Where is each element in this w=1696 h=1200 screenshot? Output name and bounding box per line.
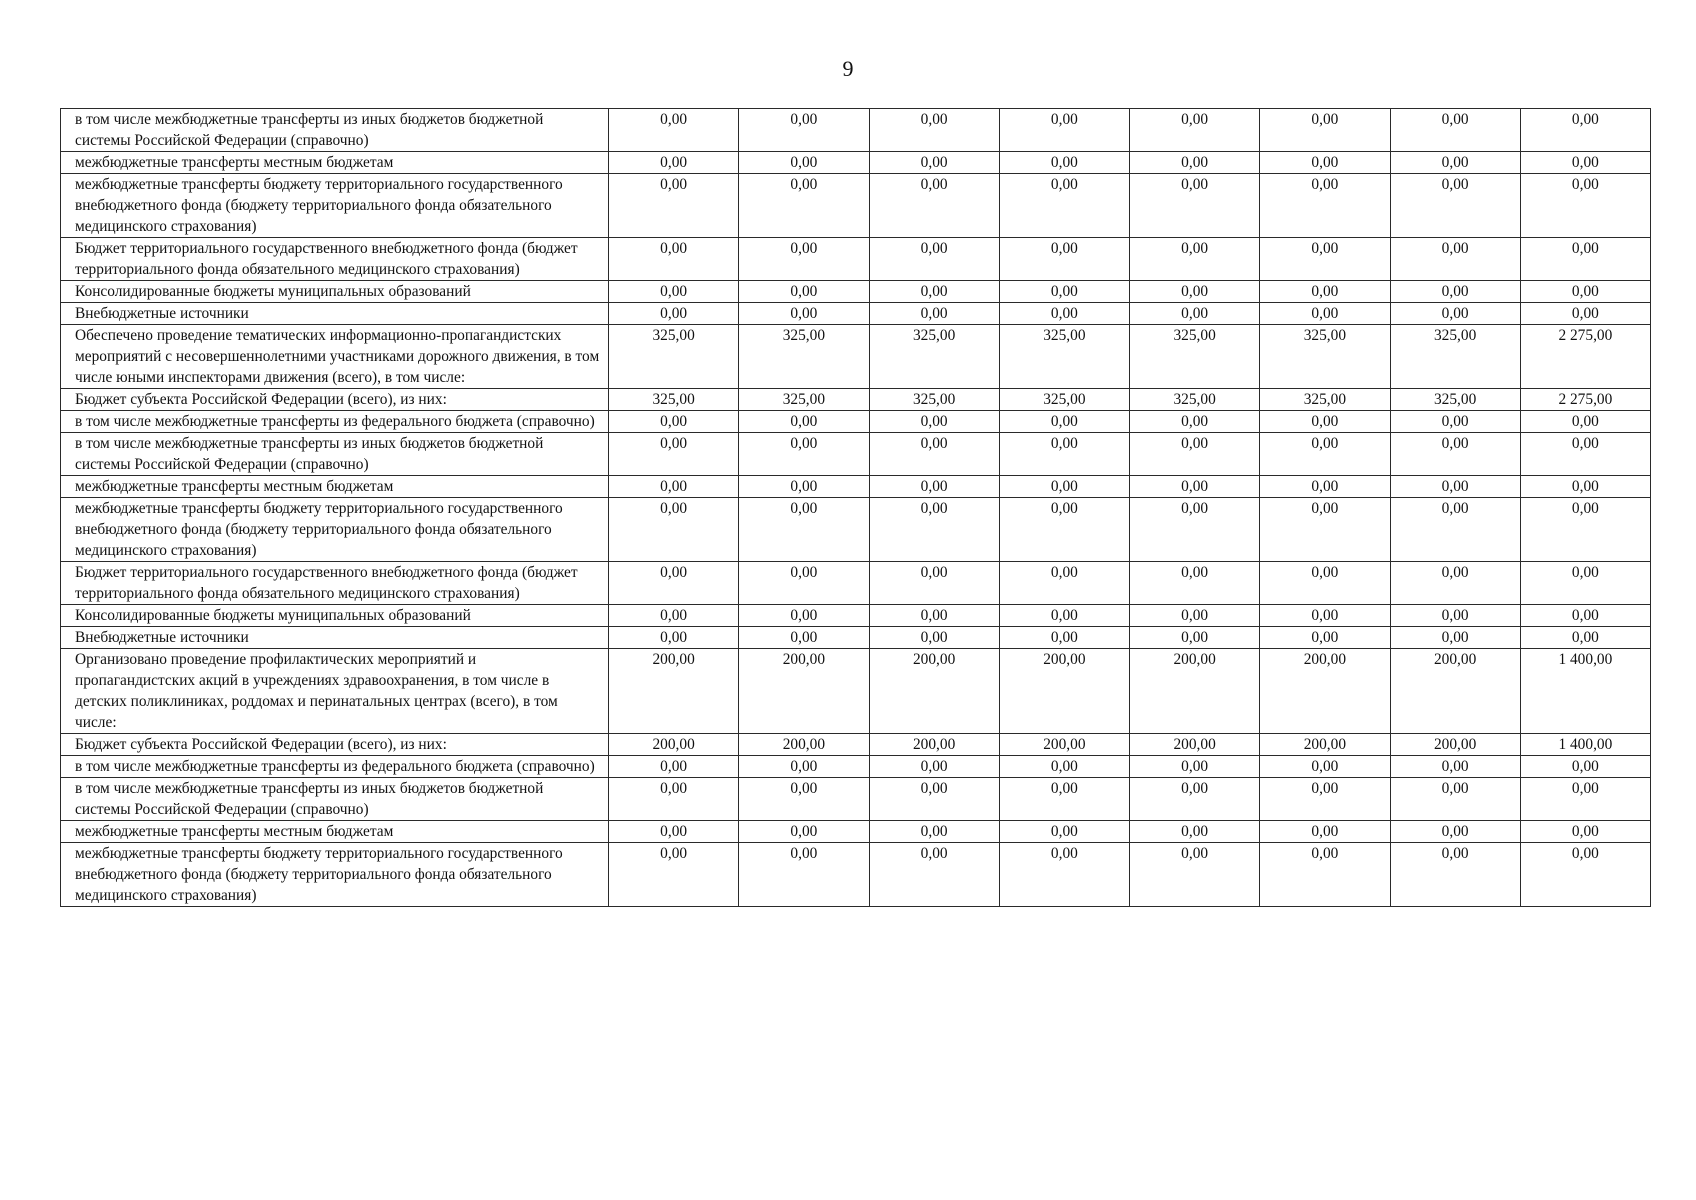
row-label: межбюджетные трансферты местным бюджетам [61, 821, 609, 843]
row-value: 0,00 [869, 562, 999, 605]
row-value: 0,00 [1390, 109, 1520, 152]
row-total-value: 0,00 [1520, 498, 1650, 562]
row-value: 0,00 [999, 433, 1129, 476]
row-value: 0,00 [999, 281, 1129, 303]
table-row [61, 433, 1651, 476]
row-label: межбюджетные трансферты местным бюджетам [61, 476, 609, 498]
row-label: Консолидированные бюджеты муниципальных образований [61, 605, 609, 627]
row-value: 0,00 [1130, 411, 1260, 433]
table-row [61, 152, 1651, 174]
row-value: 0,00 [869, 411, 999, 433]
row-value: 0,00 [1260, 756, 1390, 778]
row-value: 200,00 [1130, 734, 1260, 756]
row-value: 0,00 [609, 498, 739, 562]
row-label: межбюджетные трансферты бюджету территориального государственного внебюджетного фонда (бюджету территориального фонда обязательного медицинского страхования) [61, 843, 609, 907]
row-value: 200,00 [739, 649, 869, 734]
row-value: 0,00 [739, 756, 869, 778]
row-value: 0,00 [1260, 109, 1390, 152]
row-value: 0,00 [739, 627, 869, 649]
row-label: Внебюджетные источники [61, 627, 609, 649]
row-value: 0,00 [1390, 627, 1520, 649]
row-value: 325,00 [1260, 325, 1390, 389]
row-total-value: 0,00 [1520, 238, 1650, 281]
table-row [61, 821, 1651, 843]
row-total-value: 0,00 [1520, 778, 1650, 821]
row-value: 325,00 [1130, 389, 1260, 411]
row-value: 0,00 [739, 174, 869, 238]
row-value: 0,00 [609, 281, 739, 303]
row-value: 0,00 [999, 843, 1129, 907]
row-value: 0,00 [1390, 843, 1520, 907]
row-value: 0,00 [1390, 411, 1520, 433]
table-row [61, 562, 1651, 605]
row-value: 0,00 [609, 411, 739, 433]
row-total-value: 1 400,00 [1520, 649, 1650, 734]
row-label: межбюджетные трансферты бюджету территориального государственного внебюджетного фонда (бюджету территориального фонда обязательного медицинского страхования) [61, 498, 609, 562]
table-row [61, 325, 1651, 389]
row-value: 0,00 [999, 411, 1129, 433]
table-row [61, 389, 1651, 411]
row-value: 0,00 [739, 152, 869, 174]
row-value: 0,00 [1130, 605, 1260, 627]
row-value: 0,00 [1130, 476, 1260, 498]
row-value: 0,00 [739, 821, 869, 843]
row-value: 0,00 [869, 498, 999, 562]
row-value: 0,00 [869, 605, 999, 627]
row-label: в том числе межбюджетные трансферты из иных бюджетов бюджетной системы Российской Федерации (справочно) [61, 109, 609, 152]
row-value: 0,00 [609, 152, 739, 174]
row-value: 0,00 [999, 109, 1129, 152]
table-row [61, 174, 1651, 238]
row-value: 0,00 [1260, 174, 1390, 238]
row-value: 325,00 [1390, 325, 1520, 389]
row-value: 0,00 [869, 174, 999, 238]
row-value: 0,00 [1130, 281, 1260, 303]
row-total-value: 0,00 [1520, 821, 1650, 843]
row-value: 0,00 [1390, 303, 1520, 325]
row-value: 200,00 [1130, 649, 1260, 734]
row-total-value: 0,00 [1520, 562, 1650, 605]
table-row [61, 476, 1651, 498]
table-row [61, 238, 1651, 281]
row-value: 0,00 [1260, 281, 1390, 303]
row-label: Бюджет субъекта Российской Федерации (всего), из них: [61, 389, 609, 411]
row-value: 0,00 [869, 303, 999, 325]
row-value: 0,00 [999, 174, 1129, 238]
row-value: 0,00 [609, 821, 739, 843]
table-row [61, 843, 1651, 907]
table-row [61, 498, 1651, 562]
row-label: Обеспечено проведение тематических информационно-пропагандистских мероприятий с несовершеннолетними участниками дорожного движения, в том числе юными инспекторами движения (всего), в том числе: [61, 325, 609, 389]
row-value: 0,00 [739, 109, 869, 152]
row-value: 0,00 [869, 281, 999, 303]
row-value: 325,00 [1130, 325, 1260, 389]
row-value: 0,00 [609, 605, 739, 627]
row-value: 0,00 [1390, 238, 1520, 281]
row-value: 0,00 [739, 238, 869, 281]
row-value: 200,00 [999, 649, 1129, 734]
row-value: 0,00 [1130, 627, 1260, 649]
row-value: 0,00 [739, 843, 869, 907]
row-value: 325,00 [609, 389, 739, 411]
row-value: 0,00 [609, 843, 739, 907]
row-value: 0,00 [999, 756, 1129, 778]
row-value: 325,00 [999, 389, 1129, 411]
row-value: 0,00 [1260, 498, 1390, 562]
row-value: 0,00 [739, 778, 869, 821]
row-value: 0,00 [609, 433, 739, 476]
row-label: Бюджет территориального государственного внебюджетного фонда (бюджет территориального фонда обязательного медицинского страхования) [61, 238, 609, 281]
row-total-value: 0,00 [1520, 605, 1650, 627]
row-value: 0,00 [1130, 174, 1260, 238]
row-label: в том числе межбюджетные трансферты из федерального бюджета (справочно) [61, 411, 609, 433]
row-value: 0,00 [1260, 152, 1390, 174]
table-row [61, 281, 1651, 303]
row-value: 0,00 [739, 498, 869, 562]
row-value: 0,00 [1130, 238, 1260, 281]
row-total-value: 0,00 [1520, 109, 1650, 152]
row-value: 0,00 [1390, 476, 1520, 498]
table-row [61, 411, 1651, 433]
row-label: межбюджетные трансферты бюджету территориального государственного внебюджетного фонда (бюджету территориального фонда обязательного медицинского страхования) [61, 174, 609, 238]
row-value: 0,00 [609, 238, 739, 281]
row-value: 0,00 [1130, 152, 1260, 174]
row-value: 0,00 [1390, 281, 1520, 303]
row-value: 0,00 [999, 778, 1129, 821]
row-value: 0,00 [1260, 843, 1390, 907]
row-total-value: 0,00 [1520, 174, 1650, 238]
row-value: 0,00 [1260, 778, 1390, 821]
row-value: 0,00 [1260, 605, 1390, 627]
row-total-value: 2 275,00 [1520, 325, 1650, 389]
row-value: 0,00 [1390, 174, 1520, 238]
row-value: 0,00 [739, 476, 869, 498]
row-value: 0,00 [609, 303, 739, 325]
row-value: 0,00 [1260, 821, 1390, 843]
row-value: 0,00 [739, 303, 869, 325]
row-value: 0,00 [869, 238, 999, 281]
row-value: 0,00 [999, 303, 1129, 325]
row-value: 0,00 [739, 411, 869, 433]
row-value: 0,00 [869, 843, 999, 907]
table-row [61, 109, 1651, 152]
row-value: 0,00 [999, 238, 1129, 281]
row-value: 0,00 [1130, 303, 1260, 325]
row-value: 0,00 [869, 627, 999, 649]
row-value: 0,00 [739, 281, 869, 303]
row-value: 200,00 [739, 734, 869, 756]
row-value: 0,00 [1130, 843, 1260, 907]
row-value: 0,00 [1260, 411, 1390, 433]
row-value: 0,00 [609, 476, 739, 498]
row-value: 0,00 [869, 152, 999, 174]
row-value: 0,00 [999, 821, 1129, 843]
row-total-value: 0,00 [1520, 627, 1650, 649]
row-value: 0,00 [869, 756, 999, 778]
row-label: Бюджет территориального государственного внебюджетного фонда (бюджет территориального фонда обязательного медицинского страхования) [61, 562, 609, 605]
row-value: 0,00 [1260, 627, 1390, 649]
row-value: 0,00 [999, 562, 1129, 605]
row-value: 0,00 [1390, 778, 1520, 821]
row-value: 0,00 [609, 627, 739, 649]
row-value: 0,00 [1260, 238, 1390, 281]
row-value: 200,00 [999, 734, 1129, 756]
row-label: в том числе межбюджетные трансферты из иных бюджетов бюджетной системы Российской Федерации (справочно) [61, 433, 609, 476]
row-value: 200,00 [1260, 649, 1390, 734]
row-value: 0,00 [609, 174, 739, 238]
row-value: 0,00 [739, 605, 869, 627]
row-value: 200,00 [869, 649, 999, 734]
row-value: 200,00 [609, 649, 739, 734]
row-total-value: 0,00 [1520, 433, 1650, 476]
row-value: 0,00 [1390, 433, 1520, 476]
row-value: 0,00 [869, 778, 999, 821]
row-value: 0,00 [1130, 498, 1260, 562]
table-row [61, 756, 1651, 778]
row-value: 0,00 [609, 109, 739, 152]
row-value: 200,00 [1390, 649, 1520, 734]
row-total-value: 0,00 [1520, 303, 1650, 325]
row-label: в том числе межбюджетные трансферты из иных бюджетов бюджетной системы Российской Федерации (справочно) [61, 778, 609, 821]
row-value: 0,00 [1390, 152, 1520, 174]
row-value: 0,00 [869, 821, 999, 843]
row-value: 0,00 [1130, 778, 1260, 821]
row-value: 0,00 [869, 476, 999, 498]
row-value: 0,00 [869, 109, 999, 152]
table-row [61, 627, 1651, 649]
row-value: 0,00 [1130, 821, 1260, 843]
row-value: 0,00 [999, 605, 1129, 627]
row-label: межбюджетные трансферты местным бюджетам [61, 152, 609, 174]
row-value: 0,00 [1390, 821, 1520, 843]
row-total-value: 2 275,00 [1520, 389, 1650, 411]
row-total-value: 0,00 [1520, 843, 1650, 907]
row-value: 325,00 [869, 389, 999, 411]
row-label: Консолидированные бюджеты муниципальных образований [61, 281, 609, 303]
row-value: 325,00 [999, 325, 1129, 389]
row-value: 0,00 [869, 433, 999, 476]
row-value: 0,00 [1390, 756, 1520, 778]
table-body [61, 109, 1651, 907]
row-value: 0,00 [609, 778, 739, 821]
table-row [61, 734, 1651, 756]
row-value: 200,00 [1260, 734, 1390, 756]
row-value: 0,00 [609, 756, 739, 778]
row-value: 325,00 [739, 389, 869, 411]
row-label: Внебюджетные источники [61, 303, 609, 325]
row-value: 325,00 [869, 325, 999, 389]
table-row [61, 303, 1651, 325]
row-value: 325,00 [739, 325, 869, 389]
row-value: 325,00 [609, 325, 739, 389]
row-value: 0,00 [999, 476, 1129, 498]
row-value: 0,00 [1130, 433, 1260, 476]
page-number: 9 [842, 56, 854, 81]
row-value: 0,00 [1260, 433, 1390, 476]
row-value: 0,00 [999, 152, 1129, 174]
row-value: 0,00 [1130, 562, 1260, 605]
row-value: 0,00 [739, 562, 869, 605]
row-total-value: 1 400,00 [1520, 734, 1650, 756]
row-value: 0,00 [739, 433, 869, 476]
row-total-value: 0,00 [1520, 411, 1650, 433]
row-value: 0,00 [609, 562, 739, 605]
row-label: Организовано проведение профилактических мероприятий и пропагандистских акций в учреждениях здравоохранения, в том числе в детских поликлиниках, роддомах и перинатальных центрах (всего), в том числе: [61, 649, 609, 734]
row-value: 200,00 [869, 734, 999, 756]
row-total-value: 0,00 [1520, 756, 1650, 778]
row-value: 0,00 [999, 627, 1129, 649]
row-value: 0,00 [1390, 562, 1520, 605]
table-row [61, 778, 1651, 821]
row-value: 0,00 [1130, 109, 1260, 152]
row-value: 325,00 [1390, 389, 1520, 411]
row-value: 0,00 [1260, 303, 1390, 325]
row-value: 0,00 [1390, 498, 1520, 562]
table-row [61, 649, 1651, 734]
row-value: 0,00 [1260, 476, 1390, 498]
row-total-value: 0,00 [1520, 476, 1650, 498]
row-value: 0,00 [999, 498, 1129, 562]
budget-table [60, 108, 1651, 907]
row-label: Бюджет субъекта Российской Федерации (всего), из них: [61, 734, 609, 756]
row-value: 325,00 [1260, 389, 1390, 411]
row-value: 200,00 [1390, 734, 1520, 756]
row-total-value: 0,00 [1520, 152, 1650, 174]
row-value: 0,00 [1260, 562, 1390, 605]
table-row [61, 605, 1651, 627]
row-value: 0,00 [1130, 756, 1260, 778]
row-value: 200,00 [609, 734, 739, 756]
row-total-value: 0,00 [1520, 281, 1650, 303]
row-value: 0,00 [1390, 605, 1520, 627]
row-label: в том числе межбюджетные трансферты из федерального бюджета (справочно) [61, 756, 609, 778]
